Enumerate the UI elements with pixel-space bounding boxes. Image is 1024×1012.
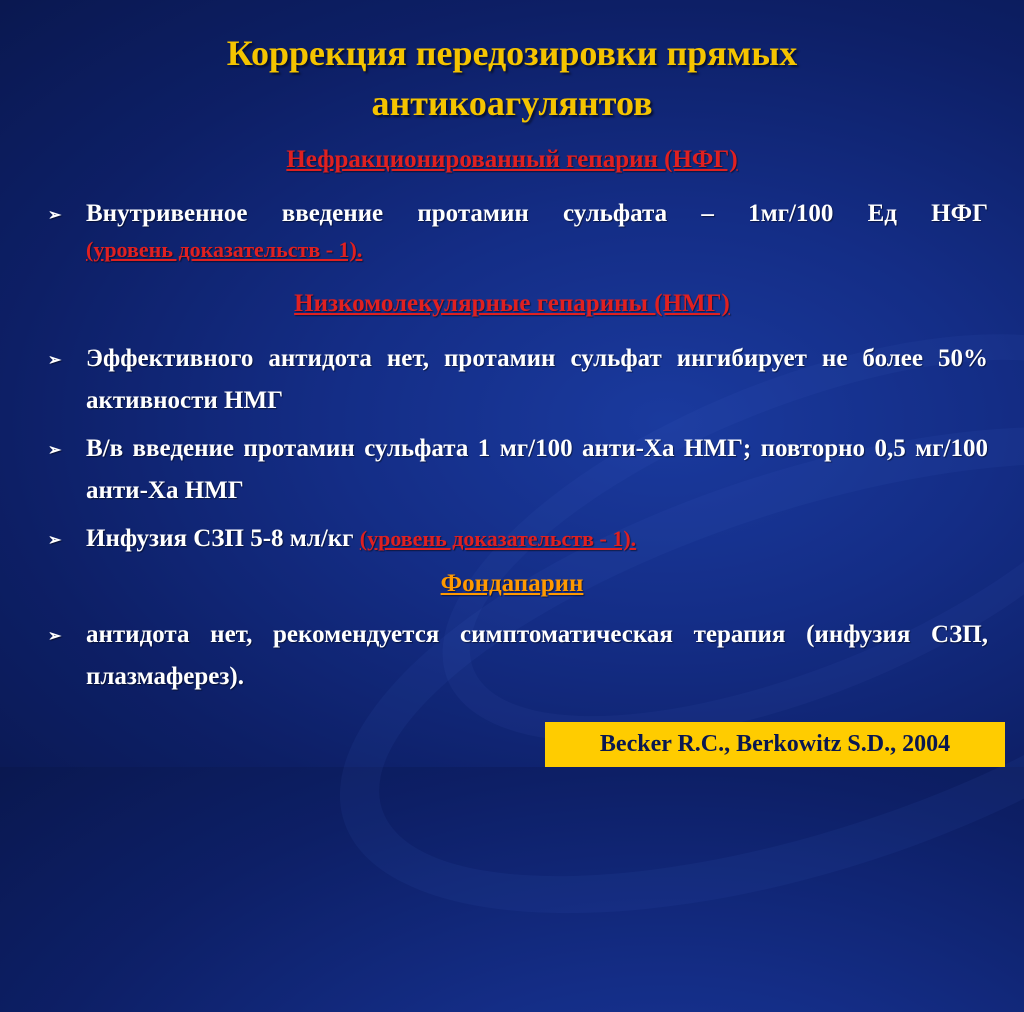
bullet-item xyxy=(48,338,988,422)
bullet-text: Внутривенное введение протамин сульфата – 1мг/100 Ед НФГ xyxy=(86,200,988,227)
bullet-arrow-icon: ➢ xyxy=(48,628,62,645)
bullet-item xyxy=(48,193,988,265)
bullet-text: Инфузия СЗП 5-8 мл/кг xyxy=(86,525,354,552)
bullet-text-line xyxy=(86,518,988,560)
bullet-arrow-icon: ➢ xyxy=(48,442,62,459)
bullet-item xyxy=(48,518,988,560)
evidence-level-text: (уровень доказательств - 1). xyxy=(86,237,363,262)
bullet-arrow-icon: ➢ xyxy=(48,352,62,369)
bullet-text: Эффективного антидота нет, протамин сульфат ингибирует не более 50% активности НМГ xyxy=(86,345,988,414)
evidence-level-text: (уровень доказательств - 1). xyxy=(359,526,637,551)
bullet-text: В/в введение протамин сульфата 1 мг/100 анти-Ха НМГ; повторно 0,5 мг/100 анти-Ха НМГ xyxy=(86,435,988,504)
citation-box: Becker R.C., Berkowitz S.D., 2004 xyxy=(545,722,1005,767)
slide-title xyxy=(0,28,1024,128)
bullet-arrow-icon: ➢ xyxy=(48,532,62,549)
evidence-level-label xyxy=(86,235,988,265)
bullet-item xyxy=(48,614,988,698)
section-heading-lmwh: Низкомолекулярные гепарины (НМГ) xyxy=(294,290,730,317)
slide-title-line-1: Коррекция передозировки прямых xyxy=(226,33,798,73)
bullet-item xyxy=(48,428,988,512)
section-heading-fondaparinux: Фондапарин xyxy=(440,570,584,597)
section-heading-ufh: Нефракционированный гепарин (НФГ) xyxy=(286,146,738,173)
bullet-text: антидота нет, рекомендуется симптоматическая терапия (инфузия СЗП, плазмаферез). xyxy=(86,621,988,690)
bullet-arrow-icon: ➢ xyxy=(48,207,62,224)
slide-title-line-2: антикоагулянтов xyxy=(371,83,653,123)
